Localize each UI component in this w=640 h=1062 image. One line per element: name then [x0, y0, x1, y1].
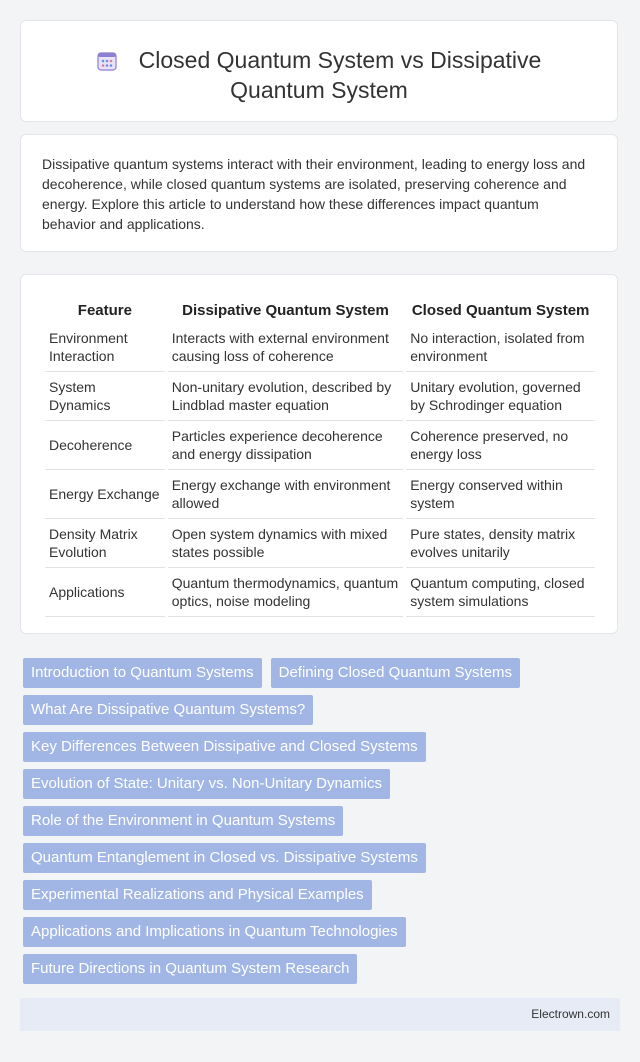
link-row — [23, 695, 603, 732]
table-cell: Open system dynamics with mixed states possible — [168, 519, 403, 568]
page-title — [21, 45, 617, 105]
calendar-grid-icon — [97, 51, 117, 71]
link-row — [23, 732, 603, 769]
topic-links — [23, 658, 603, 991]
header-card — [20, 20, 618, 122]
topic-link-entanglement[interactable]: Quantum Entanglement in Closed vs. Dissipative Systems — [23, 843, 426, 873]
table-row — [45, 519, 595, 568]
column-header: Closed Quantum System — [411, 301, 590, 319]
intro-card — [20, 134, 618, 252]
table-cell: No interaction, isolated from environment — [406, 323, 595, 372]
comparison-table — [42, 293, 598, 617]
table-cell: Environment Interaction — [45, 323, 165, 372]
table-cell: Pure states, density matrix evolves unitarily — [406, 519, 595, 568]
topic-link-future-directions[interactable]: Future Directions in Quantum System Research — [23, 954, 357, 984]
table-cell: Energy conserved within system — [406, 470, 595, 519]
table-cell: Quantum thermodynamics, quantum optics, noise modeling — [168, 568, 403, 617]
footer — [20, 998, 620, 1031]
table-cell: Decoherence — [45, 421, 165, 470]
link-row — [23, 769, 603, 806]
table-row — [45, 323, 595, 372]
table-cell: Particles experience decoherence and energy dissipation — [168, 421, 403, 470]
table-cell: Density Matrix Evolution — [45, 519, 165, 568]
link-row — [23, 917, 603, 954]
topic-link-defining-closed[interactable]: Defining Closed Quantum Systems — [271, 658, 520, 688]
page-title-text: Closed Quantum System vs Dissipative Quantum System — [138, 47, 542, 103]
footer-site-link[interactable]: Electrown.com — [531, 1007, 610, 1021]
table-row — [45, 372, 595, 421]
topic-link-key-differences[interactable]: Key Differences Between Dissipative and Closed Systems — [23, 732, 426, 762]
table-row — [45, 568, 595, 617]
topic-link-applications[interactable]: Applications and Implications in Quantum Technologies — [23, 917, 406, 947]
link-row — [23, 806, 603, 843]
table-cell: Interacts with external environment causing loss of coherence — [168, 323, 403, 372]
intro-paragraph: Dissipative quantum systems interact with their environment, leading to energy loss and decoherence, while closed quantum systems are isolated, preserving coherence and energy. Explore this article to understand how these differences impact quantum behavior and applications. — [42, 156, 586, 232]
table-cell: Unitary evolution, governed by Schrodinger equation — [406, 372, 595, 421]
link-row — [23, 843, 603, 880]
topic-link-introduction[interactable]: Introduction to Quantum Systems — [23, 658, 262, 688]
column-header: Feature — [77, 301, 132, 319]
link-row — [23, 658, 603, 695]
table-row — [45, 421, 595, 470]
table-cell: Energy Exchange — [45, 470, 165, 519]
link-row — [23, 880, 603, 917]
topic-link-experimental[interactable]: Experimental Realizations and Physical Examples — [23, 880, 372, 910]
link-row — [23, 954, 603, 991]
table-cell: Coherence preserved, no energy loss — [406, 421, 595, 470]
table-cell: System Dynamics — [45, 372, 165, 421]
table-cell: Non-unitary evolution, described by Lindblad master equation — [168, 372, 403, 421]
table-row — [45, 470, 595, 519]
topic-link-evolution-of-state[interactable]: Evolution of State: Unitary vs. Non-Unitary Dynamics — [23, 769, 390, 799]
table-header-row — [45, 293, 595, 323]
topic-link-dissipative[interactable]: What Are Dissipative Quantum Systems? — [23, 695, 313, 725]
table-cell: Applications — [45, 568, 165, 617]
table-cell: Energy exchange with environment allowed — [168, 470, 403, 519]
comparison-card — [20, 274, 618, 634]
topic-link-role-of-environment[interactable]: Role of the Environment in Quantum Systems — [23, 806, 343, 836]
table-cell: Quantum computing, closed system simulations — [406, 568, 595, 617]
column-header: Dissipative Quantum System — [182, 301, 389, 319]
